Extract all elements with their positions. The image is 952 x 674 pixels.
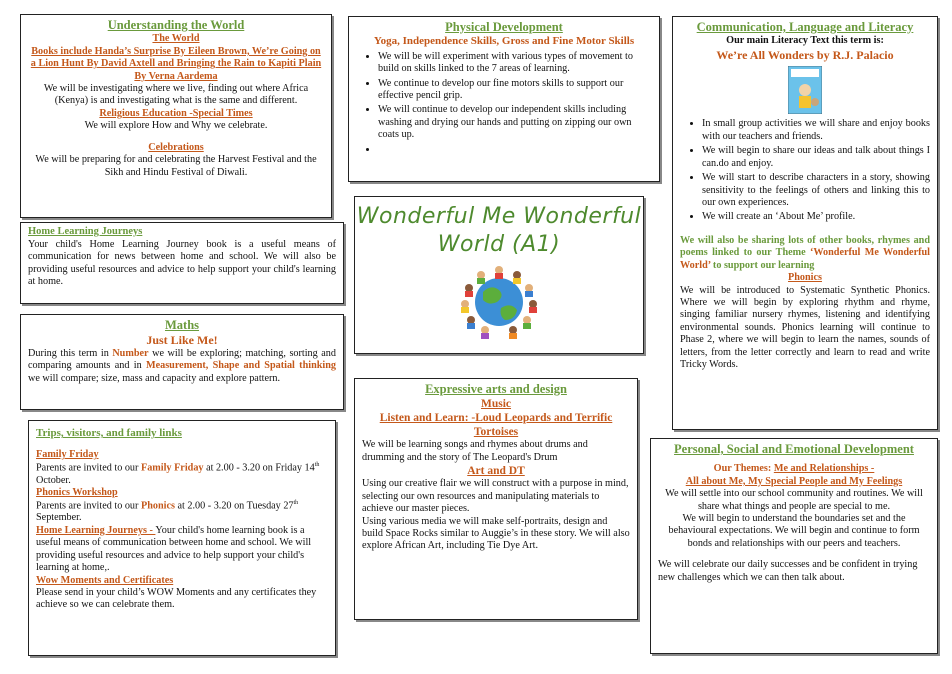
- list-item: • We will begin to share our ideas and talk about things I can.do and enjoy.: [702, 145, 930, 170]
- physical-subheading: Yoga, Independence Skills, Gross and Fine Motor Skills: [373, 35, 635, 48]
- phonics-workshop-text: Parents are invited to our Phonics at 2.00 - 3.20 on Tuesday 27th September.: [36, 499, 299, 524]
- pse-text-2: We will begin to understand the boundaries set and the behavioural expectations. We will begin and continue to form bonds and relationships with our peers and teachers.: [668, 513, 920, 549]
- home-learning-heading: Home Learning Journeys: [28, 226, 143, 237]
- list-item: • We will create an ‘About Me’ profile.: [702, 211, 930, 223]
- list-item: • We will start to describe characters in a story, showing sensitivity to the feelings of others and linking this to our own experiences.: [702, 172, 930, 209]
- page-title: Wonderful Me Wonderful World (A1): [356, 204, 642, 257]
- wow-moments-text: Please send in your child’s WOW Moments and any certificates they achieve so we can celebrate them.: [36, 587, 317, 611]
- wow-moments-heading: Wow Moments and Certificates: [36, 574, 174, 586]
- understanding-text-2: We will explore How and Why we celebrate.: [84, 120, 268, 132]
- list-item: • We will be will experiment with various types of movement to build on skills linked to the 7 areas of learning.: [378, 51, 652, 76]
- home-learning-text: Your child's Home Learning Journey book is a useful means of communication for news between home and school. We will also be providing useful resources and advice to help support your child's learning at home.: [28, 238, 336, 288]
- physical-heading: Physical Development: [445, 20, 563, 34]
- measurement-keyword: Measurement, Shape and Spatial thinking: [145, 360, 336, 372]
- maths-subheading: Just Like Me!: [146, 333, 218, 348]
- celebrations-heading: Celebrations: [148, 141, 204, 153]
- music-text: We will be learning songs and rhymes about drums and drumming and the story of The Leopard's Drum: [362, 439, 588, 463]
- phonics-heading: Phonics: [788, 272, 822, 284]
- trips-box: [28, 420, 336, 656]
- maths-heading: Maths: [164, 318, 200, 332]
- expressive-arts-box: [354, 378, 638, 620]
- trips-heading: Trips, visitors, and family links: [36, 427, 182, 439]
- list-item: • We continue to develop our fine motors skills to support our effective pencil grip.: [378, 78, 652, 103]
- art-text-1: Using our creative flair we will construct with a purpose in mind, selecting our own resources and manipulating materials to achieve our master pieces.: [362, 478, 629, 515]
- family-friday-heading: Family Friday: [36, 449, 99, 461]
- pse-text-1: We will settle into our school community and routines. We will share what things and people are special to me.: [665, 488, 923, 512]
- religious-education-heading: Religious Education -Special Times: [99, 107, 253, 119]
- list-item: [378, 144, 652, 156]
- pse-box: [650, 438, 938, 654]
- art-dt-heading: Art and DT: [467, 465, 525, 478]
- themes-line-2: All about Me, My Special People and My Feelings: [685, 475, 903, 487]
- books-include: Books include Handa’s Surprise By Eileen Brown, We’re Going on a Lion Hunt By David Axtell and Bringing the Rain to Kapiti Plain By Verna Aardema: [30, 45, 322, 82]
- physical-development-box: [348, 16, 660, 182]
- physical-list: [356, 51, 652, 157]
- phonics-workshop-heading: Phonics Workshop: [36, 487, 118, 499]
- phonics-text: We will be introduced to Systematic Synthetic Phonics. Where we will begin by exploring rhythm and rhyme, singing familiar nursery rhymes, listening and identifying environmental sounds. Phonics learning will continue to Phase 2, where we will begin to learn the names, sounds of letters, from the letter correctly and learn to read and write Tricky Words.: [680, 284, 930, 371]
- home-learning-box: [20, 222, 344, 304]
- understanding-the-world-box: [20, 14, 332, 218]
- main-text-label: Our main Literacy Text this term is:: [726, 35, 884, 47]
- communication-list: [680, 118, 930, 224]
- pse-text-3: We will celebrate our daily successes and be confident in trying new challenges which we can then talk about.: [658, 559, 918, 583]
- expressive-heading: Expressive arts and design: [425, 382, 567, 396]
- title-box: [354, 196, 644, 354]
- understanding-text-3: We will be preparing for and celebrating the Harvest Festival and the Sikh and Hindu Festival of Diwali.: [35, 154, 317, 178]
- listen-and-learn-heading: Listen and Learn: -Loud Leopards and Terrific Tortoises: [379, 412, 613, 439]
- art-text-2: Using various media we will make self-portraits, design and build Space Rocks similar to Auggie’s in these story. We will also explore African Art, including Tie Dye Art.: [362, 515, 630, 552]
- maths-box: [20, 314, 344, 410]
- pse-heading: Personal, Social and Emotional Development: [674, 442, 914, 456]
- communication-box: [672, 16, 938, 430]
- family-friday-text: Parents are invited to our Family Friday at 2.00 - 3.20 on Friday 14th October.: [36, 461, 320, 486]
- themes-line: Our Themes: Me and Relationships -: [713, 463, 875, 475]
- understanding-text-1: We will be investigating where we live, finding out where Africa (Kenya) is and investigating what is the same and different.: [43, 83, 309, 107]
- understanding-heading: Understanding the World: [107, 18, 245, 32]
- main-book-title: We’re All Wonders by R.J. Palacio: [716, 47, 894, 62]
- list-item: • In small group activities we will share and enjoy books with our teachers and friends.: [702, 118, 930, 143]
- children-globe-icon: [449, 260, 549, 342]
- the-world-subheading: The World: [152, 33, 200, 45]
- list-item: • We will continue to develop our independent skills including washing and drying our hands and putting on zipping our own coats up.: [378, 104, 652, 141]
- communication-heading: Communication, Language and Literacy: [696, 20, 914, 34]
- number-keyword: Number: [112, 347, 149, 359]
- music-heading: Music: [480, 398, 512, 411]
- maths-text: During this term in Number we will be exploring; matching, sorting and comparing amounts and in Measurement, Shape and Spatial thinking we will compare; size, mass and capacity and explore pattern.: [28, 347, 336, 384]
- home-learning-journeys-text: Home Learning Journeys - Your child's home learning book is a useful means of communication between home and school. We will providing useful resources and advice to help support your child's learning at home,.: [36, 524, 312, 574]
- book-cover-icon: [788, 66, 822, 114]
- sharing-text: We will also be sharing lots of other books, rhymes and poems linked to our Theme ‘Wonderful Me Wonderful World’ to support our learning: [680, 234, 930, 271]
